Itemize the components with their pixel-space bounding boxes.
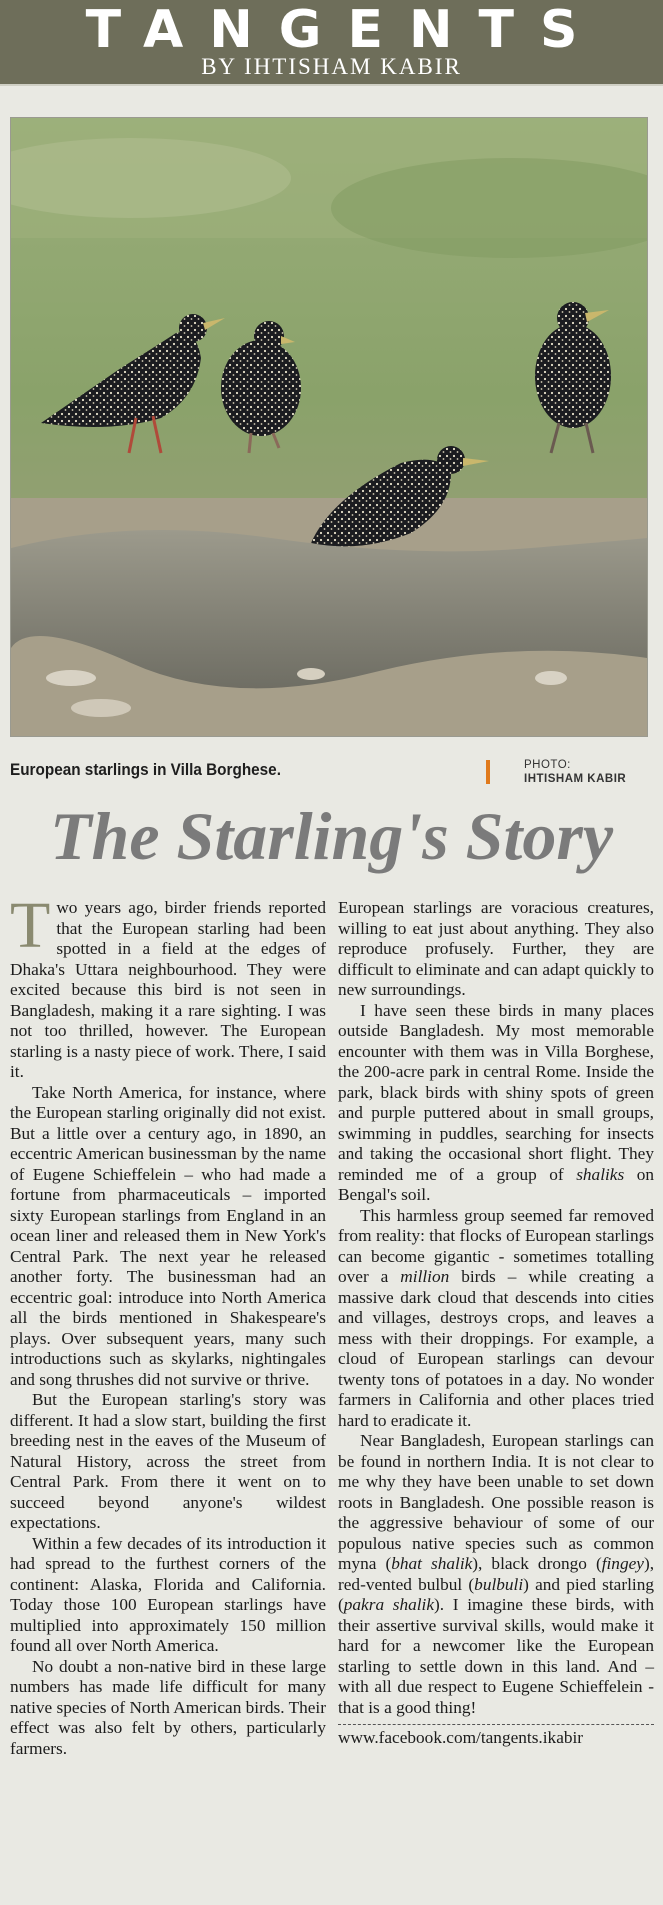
paragraph: European starlings are voracious creatures, willing to eat just about anything. They also reproduce profusely. Further, they are difficult to eliminate and can adapt quickly to new surroundings. [338,898,654,999]
credit-accent-bar [486,760,490,784]
dropcap: T [10,889,51,962]
paragraph: Within a few decades of its introduction it had spread to the furthest corners of the continent: Alaska, Florida and California. Today those 100 European starlings have multiplied into approximately 150 million found all over North America. [10,1533,326,1655]
paragraph: No doubt a non-native bird in these large numbers has made life difficult for many native species of North American birds. Their effect was also felt by others, particularly farmers. [10,1656,326,1758]
paragraph: Take North America, for instance, where the European starling originally did not exist. But a little over a century ago, in 1890, an eccentric American businessman by the name of Eugene Schieffelein – who had made a fortune from pharmaceuticals – imported sixty European starlings from England in an ocean liner and released them in New York's Central Park. The next year he released another forty. The businessman had an eccentric goal: introduce into North America all the birds mentioned in Shakespeare's plays. Over subsequent years, many such introductions such as skylarks, nightingales and song thrushes did not survive or thrive. [10,1082,326,1389]
credit-label: PHOTO: [524,759,571,771]
masthead [0,0,663,84]
credit-name: IHTISHAM KABIR [524,773,627,785]
photo-credit [524,758,659,786]
starlings-illustration [11,118,647,736]
masthead-title: TANGENTS [85,0,604,60]
dashed-divider [338,1724,654,1725]
paragraph: But the European starling's story was different. It had a slow start, building the first breeding nest in the eaves of the Museum of Natural History, across the street from Central Park. From there it went on to succeed beyond anyone's wildest expectations. [10,1390,326,1532]
article-headline: The Starling's Story [49,798,614,874]
article-column-left [10,889,326,1759]
article-column-right [338,898,654,1749]
paragraph: Near Bangladesh, European starlings can be found in northern India. It is not clear to me why they have been unable to set down roots in Bangladesh. One possible reason is the aggressive behaviour of some of our populous native species such as common myna (bhat shalik), black drongo (fingey), red-vented bulbul (bulbuli) and pied starling (pakra shalik). I imagine these birds, with their assertive survival skills, would make it hard for a newcomer like the European starling to settle down in this land. And – with all due respect to Eugene Schieffelein - that is a good thing! [338,1431,655,1717]
photo-caption: European starlings in Villa Borghese. [10,760,281,779]
facebook-link[interactable]: www.facebook.com/tangents.ikabir [338,1728,584,1747]
paragraph: I have seen these birds in many places outside Bangladesh. My most memorable encounter with them was in Villa Borghese, the 200-acre park in central Rome. Inside the park, black birds with shiny spots of green and purple puttered about in small groups, swimming in puddles, searching for insects and taking the occasional short flight. They reminded me of a group of shaliks on Bengal's soil. [338,1000,654,1204]
starlings-photo [10,117,648,737]
masthead-divider [0,84,663,86]
paragraph: This harmless group seemed far removed from reality: that flocks of European starlings can become gigantic - sometimes totalling over a million birds – while creating a massive dark cloud that descends into cities and villages, destroys crops, and leaves a mess with their droppings. For example, a cloud of European starlings can devour twenty tons of potatoes in a day. No wonder farmers in California and other places tried hard to eradicate it. [338,1205,654,1430]
paragraph: Two years ago, birder friends reported that the European starling had been spotted in a field at the edges of Dhaka's Uttara neighbourhood. They were excited because this bird is not seen in Bangladesh, making it a rare sighting. I was not too thrilled, however. The European starling is a nasty piece of work. There, I said it. [10,889,326,1081]
masthead-byline: BY IHTISHAM KABIR [201,54,462,79]
